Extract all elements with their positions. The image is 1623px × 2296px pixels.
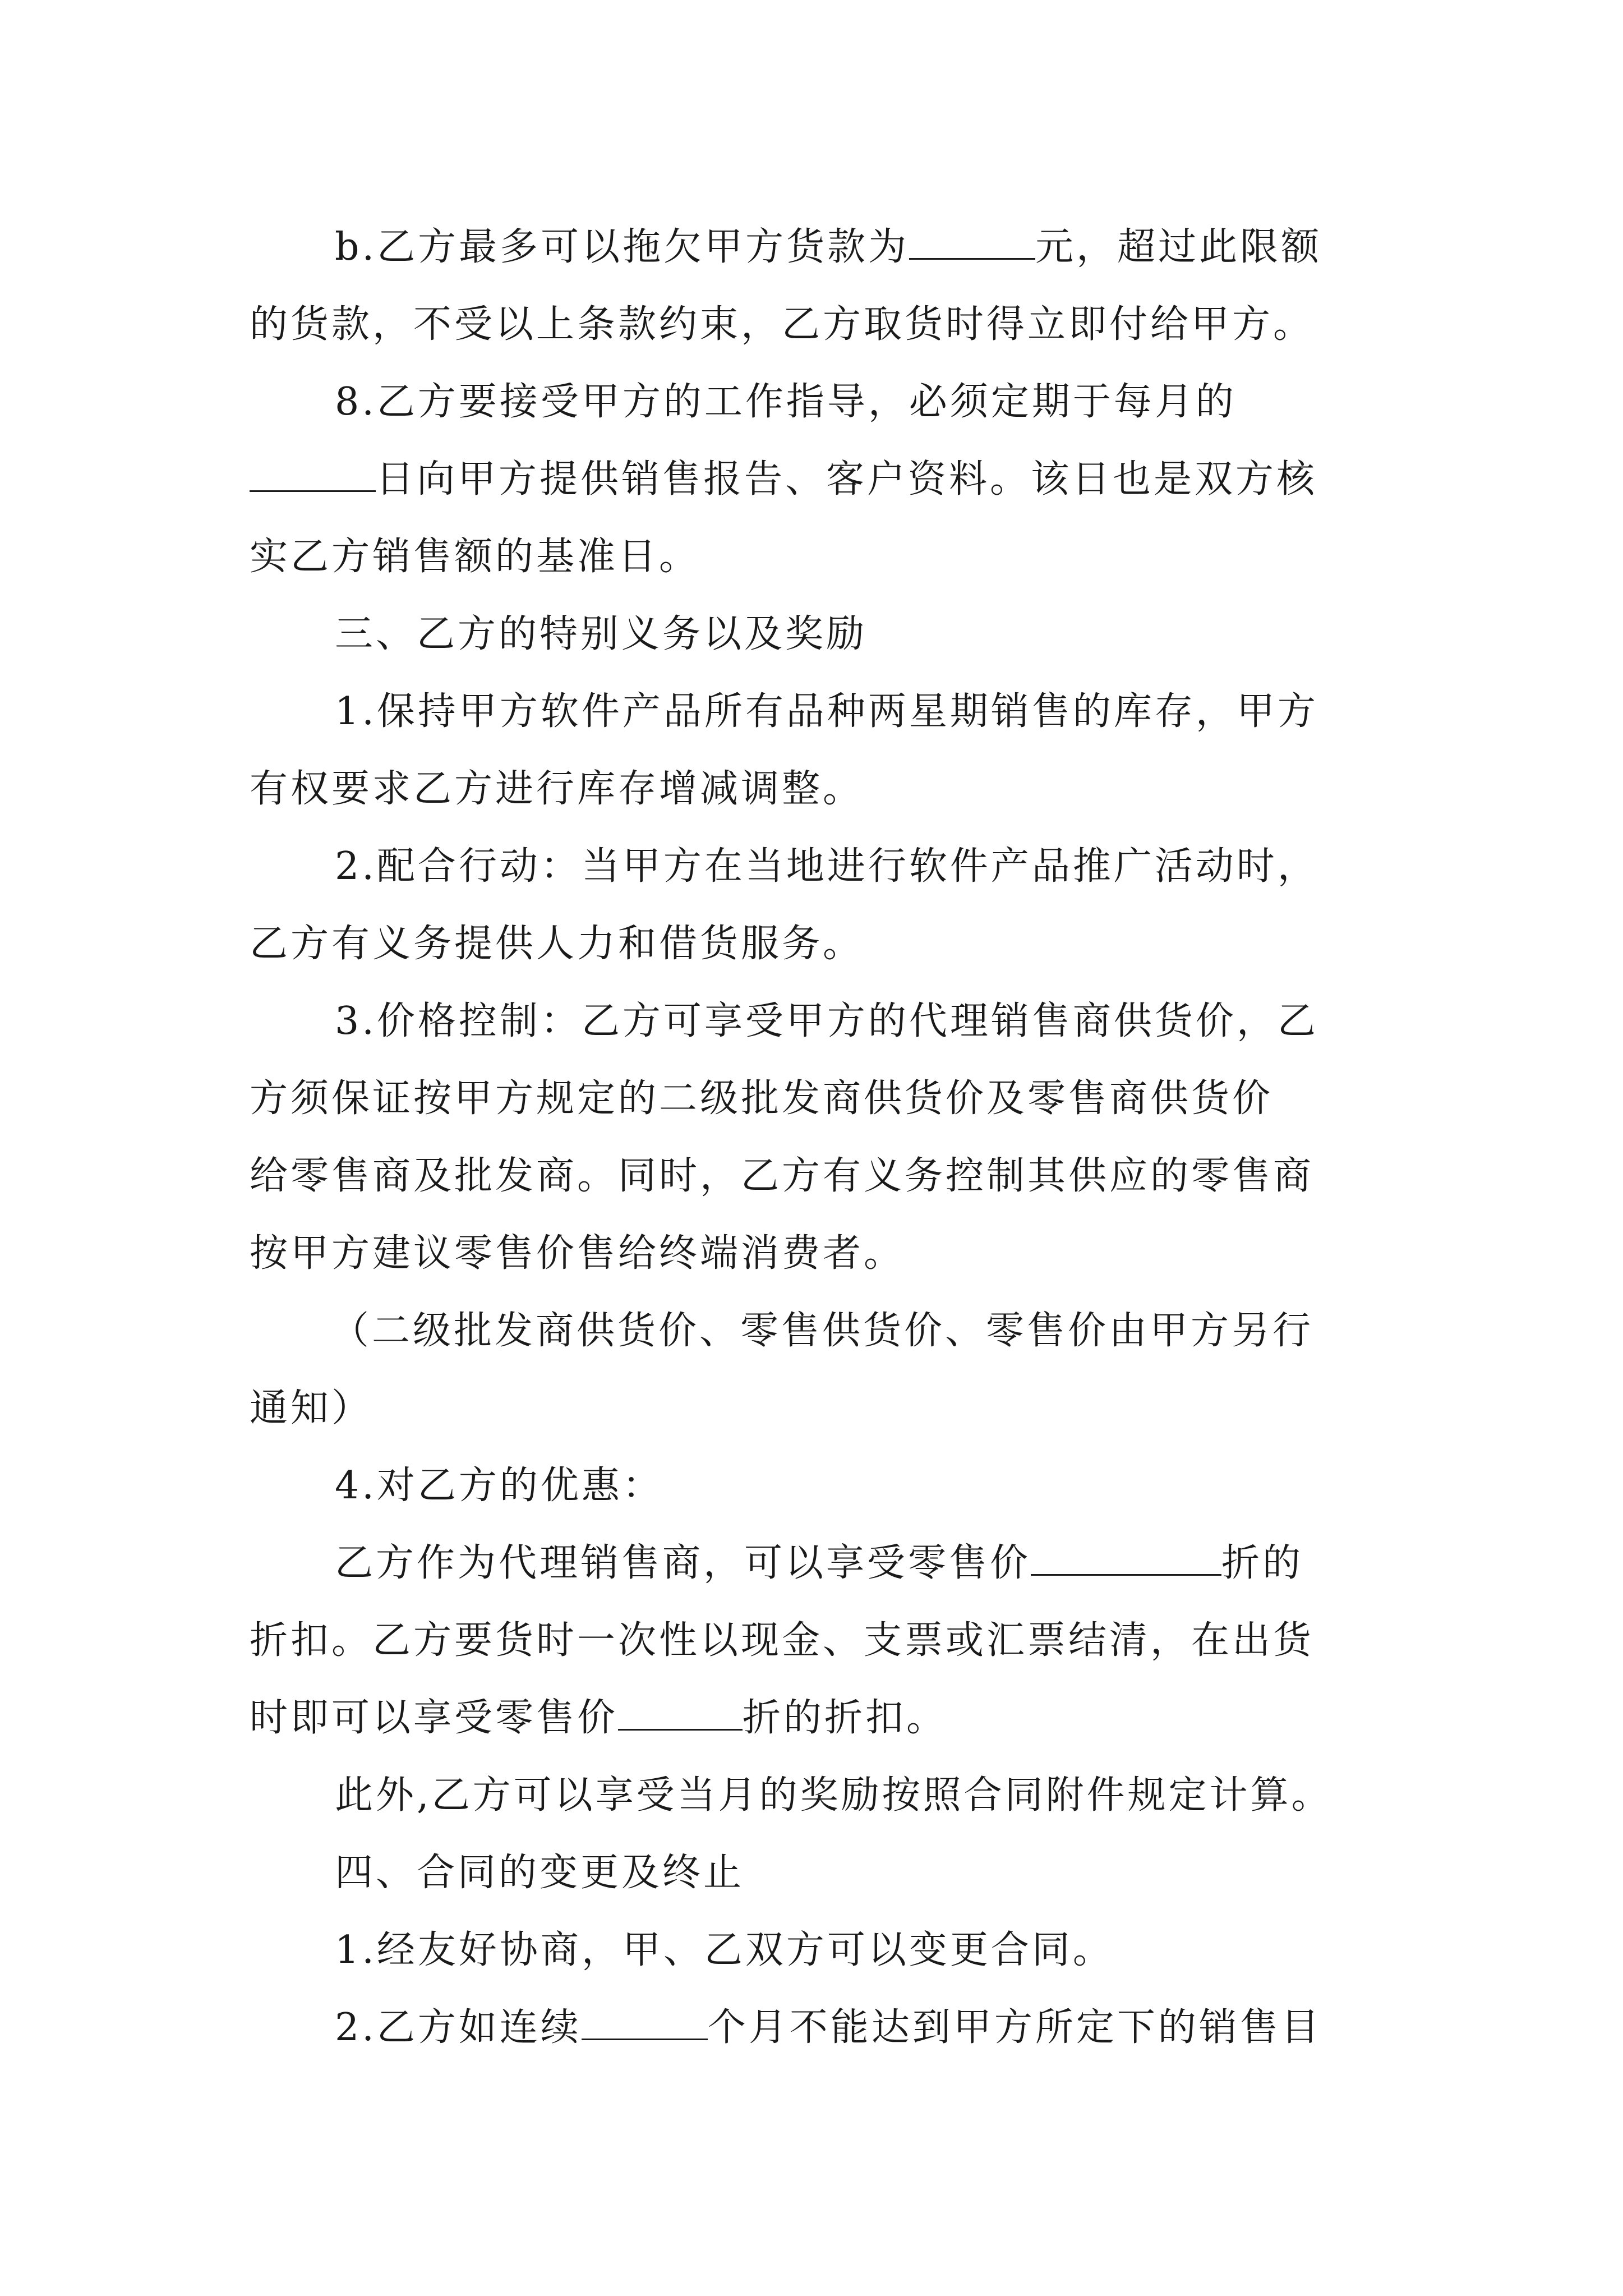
paragraph-line [250,1989,1391,2067]
fill-in-blank [618,1695,743,1731]
paragraph-line: 方须保证按甲方规定的二级批发商供货价及零售商供货价 [250,1076,1274,1121]
paragraph-line: 通知） [250,1386,373,1430]
text-run: 个月不能达到甲方所定下的销售目 [707,2005,1322,2050]
paragraph-line: 的货款，不受以上条款约束，乙方取货时得立即付给甲方。 [250,302,1315,347]
fill-in-blank [582,2005,708,2040]
paragraph-line: 有权要求乙方进行库存增减调整。 [250,767,864,811]
document-body [250,209,1391,2067]
paragraph-line: 1.保持甲方软件产品所有品种两星期销售的库存，甲方 [335,689,1318,734]
paragraph-line: 折扣。乙方要货时一次性以现金、支票或汇票结清，在出货 [250,1618,1315,1663]
text-run: 时即可以享受零售价 [250,1696,619,1740]
paragraph-line: 乙方有义务提供人力和借货服务。 [250,922,864,966]
text-run: 日向甲方提供销售报告、客户资料。该日也是双方核 [376,457,1318,501]
text-run: b.乙方最多可以拖欠甲方货款为 [335,225,910,269]
text-run: 折的折扣。 [743,1696,948,1740]
fill-in-blank [909,224,1035,260]
text-run: 2.乙方如连续 [335,2005,582,2050]
paragraph-line [250,1680,1391,1757]
paragraph-line: 1.经友好协商，甲、乙双方可以变更合同。 [335,1928,1114,1972]
paragraph-line: 按甲方建议零售价售给终端消费者。 [250,1231,905,1276]
paragraph-line [250,209,1391,286]
paragraph-line: 实乙方销售额的基准日。 [250,535,700,579]
paragraph-line: 此外,乙方可以享受当月的奖励按照合同附件规定计算。 [335,1773,1332,1818]
section-heading: 四、合同的变更及终止 [335,1851,745,1895]
paragraph-line: 4.对乙方的优惠： [335,1464,663,1508]
paragraph-line: 8.乙方要接受甲方的工作指导，必须定期于每月的 [335,380,1237,424]
fill-in-blank [1031,1540,1221,1576]
section-heading: 三、乙方的特别义务以及奖励 [335,612,868,656]
paragraph-line [250,1525,1391,1602]
paragraph-line: 给零售商及批发商。同时，乙方有义务控制其供应的零售商 [250,1154,1315,1198]
text-run: 折的 [1221,1541,1304,1585]
paragraph-line [250,441,1391,518]
text-run: 乙方作为代理销售商，可以享受零售价 [335,1541,1031,1585]
paragraph-line: 3.价格控制：乙方可享受甲方的代理销售商供货价，乙 [335,999,1318,1043]
fill-in-blank [250,457,376,492]
paragraph-line: 2.配合行动：当甲方在当地进行软件产品推广活动时， [335,844,1318,889]
paragraph-line: （二级批发商供货价、零售供货价、零售价由甲方另行 [331,1309,1314,1353]
text-run: 元，超过此限额 [1035,225,1322,269]
